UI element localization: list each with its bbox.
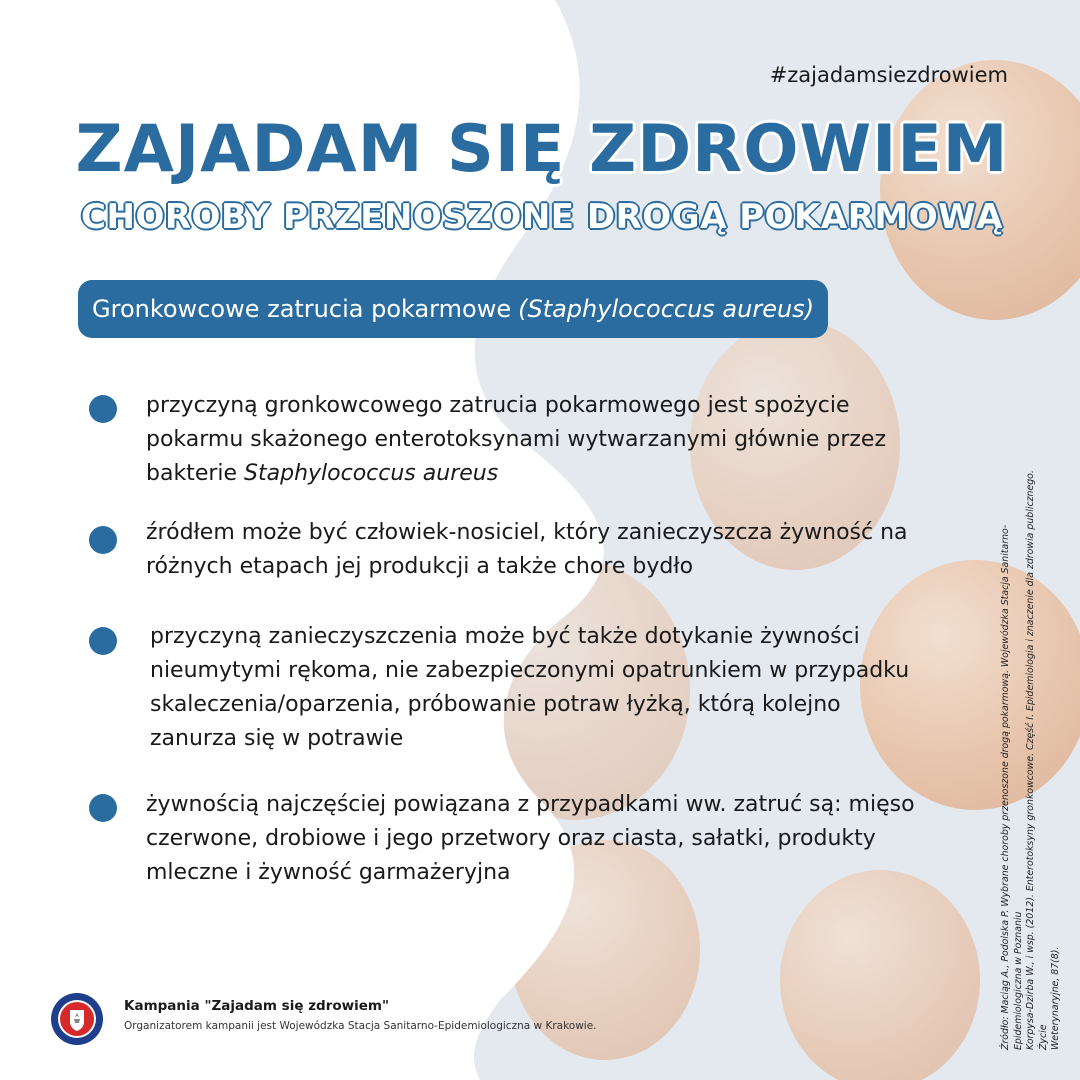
bullet-text (146, 389, 886, 491)
bullet-line-italic: Staphylococcus aureus (244, 461, 499, 486)
bullet-line: żywnością najczęściej powiązana z przypadkami ww. zatruć są: mięso (146, 792, 915, 817)
section-heading-label: Gronkowcowe zatrucia pokarmowe (92, 295, 512, 323)
source-line: Weterynaryjne, 87(8). (1050, 946, 1061, 1050)
bullet-text (146, 788, 915, 890)
bullet-line: nieumytymi rękoma, nie zabezpieczonymi opatrunkiem w przypadku (150, 658, 910, 683)
page-subtitle: CHOROBY PRZENOSZONE DROGĄ POKARMOWĄ (81, 197, 1003, 237)
bullet-dot (89, 794, 117, 822)
bullet-text (150, 620, 909, 756)
bullet-text (146, 516, 908, 584)
bullet-line: źródłem może być człowiek-nosiciel, który zanieczyszcza żywność na (146, 520, 908, 545)
section-heading-latin: (Staphylococcus aureus) (518, 295, 815, 323)
source-line: Źródło: Maciąg A., Podolska P. Wybrane choroby przenoszone drogą pokarmową. Wojewódzka Stacja Sanitarno-Epidemiologiczna w Poznaniu (1000, 524, 1024, 1050)
bullet-dot (89, 627, 117, 655)
bullet-line: pokarmu skażonego enterotoksynami wytwarzanymi głównie przez (146, 427, 886, 452)
footer-campaign-title: Kampania "Zajadam się zdrowiem" (124, 998, 389, 1014)
bullet-line: przyczyną zanieczyszczenia może być także dotykanie żywności (150, 624, 860, 649)
bullet-line: czerwone, drobiowe i jego przetwory oraz ciasta, sałatki, produkty (146, 826, 876, 851)
bullet-dot (89, 526, 117, 554)
bullet-line: różnych etapach jej produkcji a także chore bydło (146, 554, 694, 579)
bullet-line: mleczne i żywność garmażeryjna (146, 860, 511, 885)
bullet-dot (89, 395, 117, 423)
section-heading-badge (78, 280, 828, 338)
bullet-line (146, 457, 886, 491)
bullet-line-prefix: bakterie (146, 461, 245, 486)
page-title: ZAJADAM SIĘ ZDROWIEM (75, 112, 1009, 187)
bullet-line: zanurza się w potrawie (150, 726, 404, 751)
hashtag-label: #zajadamsiezdrowiem (769, 63, 1008, 87)
footer-organizer-text: Organizatorem kampanii jest Wojewódzka Stacja Sanitarno-Epidemiologiczna w Krakowie. (124, 1020, 597, 1032)
sanitary-inspection-logo (50, 992, 104, 1046)
source-line: Korpysa-Dzirba W., i wsp. (2012). Enterotoksyny gronkowcowe. Część I. Epidemiologia i znaczenie dla zdrowia publicznego. Życie (1025, 470, 1049, 1050)
bullet-line: skaleczenia/oparzenia, próbowanie potraw łyżką, którą kolejno (150, 692, 841, 717)
bullet-line: przyczyną gronkowcowego zatrucia pokarmowego jest spożycie (146, 393, 850, 418)
source-citation (1000, 450, 1063, 1050)
